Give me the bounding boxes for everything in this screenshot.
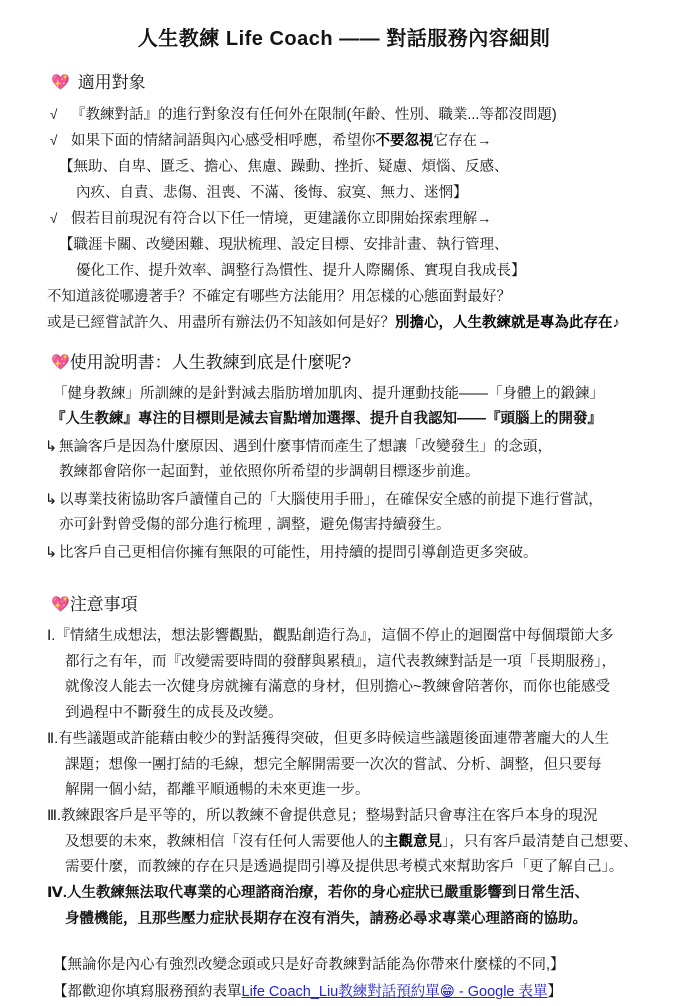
- text-segment: 它存在→: [433, 133, 492, 149]
- situation-list-line: 優化工作、提升效率、調整行為慣性、提升人際關係、實現自我成長】: [76, 263, 526, 279]
- manual-line: 「健身教練」所訓練的是針對減去脂肪增加肌肉、提升運動技能——「身體上的鍛鍊」: [53, 386, 604, 402]
- section-notes: [45, 592, 653, 932]
- note-item-2: [45, 727, 653, 804]
- text-segment: 」，只有客戶最清楚自己想要、: [442, 833, 638, 850]
- note-line: 就像沒人能去一次健身房就擁有滿意的身材，但別擔心~教練會陪著你，而你也能感受: [65, 679, 610, 696]
- note-line: 身體機能，且那些壓力症狀長期存在沒有消失，請務必尋求專業心理諮商的協助。: [65, 910, 587, 927]
- arrow-text-continued: 亦可針對曾受傷的部分進行梳理﹐調整，避免傷害持續發生。: [59, 517, 451, 533]
- text-segment-bold: 不要忽視: [375, 133, 434, 149]
- section-heading-audience: 適用對象: [77, 73, 146, 92]
- bullet-item: [45, 206, 653, 232]
- sparkling-heart-icon: 💖: [51, 596, 70, 613]
- text-segment: 【都歡迎你填寫服務預約表單: [53, 984, 242, 1001]
- section-heading-row: [51, 592, 653, 617]
- check-icon: √: [50, 107, 58, 122]
- section-heading-row: [51, 70, 653, 95]
- paragraph-line: [47, 310, 653, 336]
- situation-list-line: 【職涯卡關、改變困難、現狀梳理、設定目標、安排計畫、執行管理、: [59, 237, 509, 253]
- note-line: [47, 727, 653, 753]
- roman-numeral: Ⅰ.: [47, 628, 56, 644]
- text-segment: 教練跟客戶是平等的，所以教練不會提供意見；整場對話只會專注在客戶本身的現況: [61, 807, 598, 824]
- roman-numeral: Ⅱ.: [47, 730, 59, 747]
- text-segment: 及想要的未來，教練相信「沒有任何人需要他人的: [65, 833, 384, 850]
- booking-form-link[interactable]: Life Coach_Liu教練對話預約單😁 - Google 表單: [241, 984, 548, 1001]
- curved-arrow-icon: ↳: [45, 492, 58, 508]
- note-line: 課題；想像一團打結的毛線，想完全解開需要一次次的嘗試、分析、調整，但只要每: [65, 756, 602, 773]
- note-line: [47, 881, 653, 907]
- arrow-line: [45, 541, 653, 566]
- check-icon: √: [50, 211, 58, 226]
- emotion-list-line: 【無助、自卑、匱乏、擔心、焦慮、躁動、挫折、疑慮、煩惱、反感、: [59, 159, 509, 175]
- page-title: 人生教練 Life Coach —— 對話服務內容細則: [137, 28, 551, 50]
- check-icon: √: [50, 133, 58, 148]
- bullet-text: 『教練對話』的進行對象沒有任何外在限制(年齡、性別、職業...等都沒問題): [71, 107, 557, 123]
- arrow-point: [45, 435, 653, 485]
- note-line: [65, 830, 653, 856]
- emotion-list-line: 內疚、自責、悲傷、沮喪、不滿、後悔、寂寞、無力、迷惘】: [76, 185, 468, 201]
- note-line: 都行之有年，而『改變需要時間的發酵與累積』，這代表教練對話是一項「長期服務」，: [65, 653, 616, 670]
- arrow-point: [45, 541, 653, 566]
- paragraph-line: 不知道該從哪邊著手？不確定有哪些方法能用？用怎樣的心態面對最好？: [47, 289, 511, 305]
- text-segment: 『情緒生成想法，想法影響觀點，觀點創造行為』，這個不停止的迴圈當中每個環節大多: [55, 628, 614, 644]
- note-item-1: [45, 624, 653, 727]
- section-manual: [45, 350, 653, 566]
- note-line: 解開一個小結，都離平順通暢的未來更進一步。: [65, 782, 370, 799]
- bullet-text: [71, 128, 492, 154]
- arrow-point: [45, 488, 653, 538]
- note-line: [47, 624, 653, 650]
- text-segment: 人生教練無法取代專業的心理諮商治療，若你的身心症狀已嚴重影響到日常生活、: [66, 885, 589, 902]
- arrow-text-continued: 教練都會陪你一起面對，並依照你所希望的步調朝目標逐步前進。: [59, 464, 480, 480]
- manual-line-bold: 『人生教練』專注的目標則是減去盲點增加選擇、提升自我認知——『頭腦上的開發』: [51, 411, 602, 427]
- bullet-text: 假若目前現況有符合以下任一情境，更建議你立即開始探索理解→: [71, 211, 492, 227]
- sparkling-heart-icon: 💖: [51, 354, 70, 371]
- note-line: 需要什麼，而教練的存在只是透過提問引導及提供思考模式來幫助客戶「更了解自己」。: [65, 859, 624, 876]
- curved-arrow-icon: ↳: [45, 439, 58, 455]
- note-item-4: [45, 881, 653, 932]
- sparkling-heart-icon: 💖: [51, 74, 70, 91]
- text-segment: 】: [547, 984, 563, 1001]
- footer-line: 【無論你是內心有強烈改變念頭或只是好奇教練對話能為你帶來什麼樣的不同,】: [53, 957, 565, 974]
- roman-numeral: Ⅳ.: [47, 885, 67, 902]
- footer-line: [53, 979, 653, 1006]
- text-segment-bold: 主觀意見: [384, 833, 442, 850]
- arrow-text: 以專業技術協助客戶讀懂自己的「大腦使用手冊」，在確保安全感的前提下進行嘗試，: [59, 492, 603, 508]
- curved-arrow-icon: ↳: [45, 545, 58, 561]
- arrow-text: 無論客戶是因為什麼原因、遇到什麼事情而產生了想讓「改變發生」的念頭，: [59, 439, 552, 455]
- arrow-text: 比客戶自己更相信你擁有無限的可能性，用持續的提問引導創造更多突破。: [59, 545, 538, 561]
- bullet-item: [45, 128, 653, 154]
- note-item-3: [45, 804, 653, 881]
- section-heading-manual: 使用說明書：人生教練到底是什麼呢?: [69, 353, 352, 372]
- roman-numeral: Ⅲ.: [47, 807, 62, 824]
- text-segment: 有些議題或許能藉由較少的對話獲得突破，但更多時候這些議題後面連帶著龐大的人生: [58, 730, 610, 747]
- section-audience: [45, 70, 653, 336]
- text-segment: 如果下面的情緒詞語與內心感受相呼應，希望你: [71, 133, 376, 149]
- note-line: [47, 804, 653, 830]
- text-segment-bold: 別擔心，人生教練就是專為此存在♪: [395, 315, 620, 331]
- section-heading-notes: 注意事項: [69, 595, 138, 614]
- note-line: 到過程中不斷發生的成長及改變。: [65, 705, 283, 722]
- arrow-line: [45, 435, 653, 460]
- section-heading-row: [51, 350, 653, 375]
- document-footer: [45, 952, 653, 1006]
- arrow-line: [45, 488, 653, 513]
- bullet-item: [45, 102, 653, 128]
- text-segment: 或是已經嘗試許久、用盡所有辦法仍不知該如何是好？: [47, 315, 395, 331]
